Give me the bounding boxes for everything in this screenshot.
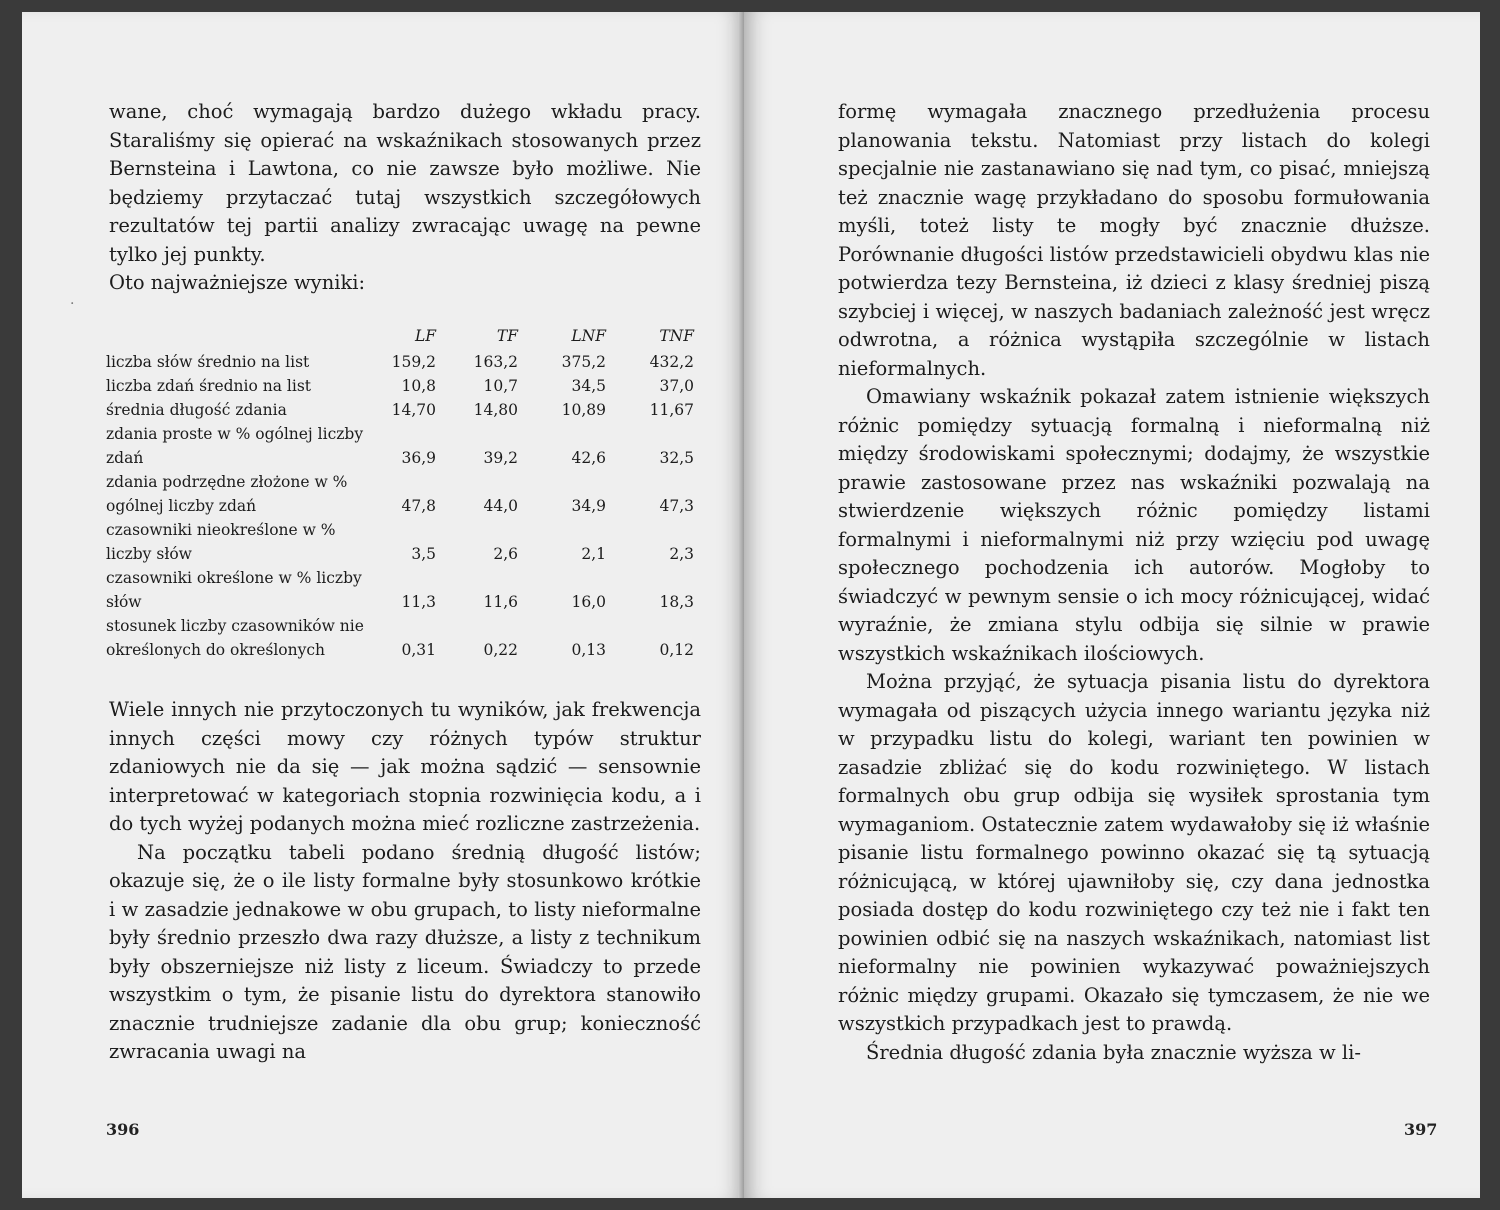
paragraph: wane, choć wymagają bardzo dużego wkładu pracy. Staraliśmy się opierać na wskaźnikach stosowanych przez Bernsteina i Lawtona, co nie zawsze było możliwe. Nie będziemy przytaczać tutaj wszystkich szczegółowych rezultatów tej partii analizy zwracając uwagę na pewne tylko jej punkty.	[109, 100, 701, 266]
row-label: zdania podrzędne złożone w % ogólnej liczby zdań	[106, 473, 348, 515]
paragraph: Omawiany wskaźnik pokazał zatem istnienie większych różnic pomiędzy sytuacją formalną i nieformalną niż między środowiskami społecznymi; dodajmy, że wszystkie prawie zastosowane przez nas wskaźniki pozwalają na stwierdzenie większych różnic pomiędzy listami formalnymi i nieformalnymi niż przy wzięciu pod uwagę społecznego pochodzenia ich autorów. Mogłoby to świadczyć w pewnym sensie o ich mocy różnicującej, widać wyraźnie, że zmiana stylu odbija się silnie w prawie wszystkich wskaźnikach ilościowych.	[838, 385, 1430, 665]
paragraph: Można przyjąć, że sytuacja pisania listu do dyrektora wymagała od piszących użycia innego wariantu języka niż w przypadku listu do kolegi, wariant ten powinien w zasadzie zbliżać się do kodu rozwiniętego. W listach formalnych obu grup odbija się wysiłek sprostania tym wymaganiom. Ostatecznie zatem wydawałoby się iż właśnie pisanie listu formalnego powinno okazać się tą sytuacją różnicującą, w której ujawniłoby się, czy dana jednostka posiada dostęp do kodu rozwiniętego czy też nie i fakt ten powinien odbić się na naszych wskaźnikach, natomiast list nieformalny nie powinien wykazywać poważniejszych różnic między grupami. Okazało się tymczasem, że nie we wszystkich przypadkach jest to prawdą.	[838, 670, 1430, 1035]
header-lf: LF	[414, 327, 436, 345]
row-label: stosunek liczby czasowników nie określonych do określonych	[106, 617, 364, 659]
table-row	[106, 518, 706, 566]
page-number-left: 396	[106, 1120, 140, 1139]
table-cell: 10,89	[561, 401, 606, 419]
table-cell: 11,3	[401, 593, 436, 611]
left-text-top	[109, 98, 701, 298]
table-cell: 34,5	[571, 377, 606, 395]
table-cell: 0,31	[401, 641, 436, 659]
table-cell: 2,3	[669, 545, 694, 563]
row-label: czasowniki określone w % liczby słów	[106, 569, 362, 611]
table-cell: 47,3	[659, 497, 694, 515]
table-cell: 37,0	[659, 377, 694, 395]
table-cell: 44,0	[483, 497, 518, 515]
table-cell: 16,0	[571, 593, 606, 611]
table-cell: 375,2	[561, 353, 606, 371]
table-cell: 14,70	[391, 401, 436, 419]
table-cell: 42,6	[571, 449, 606, 467]
table-cell: 0,12	[659, 641, 694, 659]
row-label: zdania proste w % ogólnej liczby zdań	[106, 425, 364, 467]
paragraph: Na początku tabeli podano średnią długość listów; okazuje się, że o ile listy formalne były stosunkowo krótkie i w zasadzie jednakowe w obu grupach, to listy nieformalne były średnio przeszło dwa razy dłuższe, a listy z technikum były obszerniejsze niż listy z liceum. Świadczy to przede wszystkim o tym, że pisanie listu do dyrektora stanowiło znacznie trudniejsze zadanie dla obu grup; konieczność zwracania uwagi na	[109, 840, 701, 1063]
header-lnf: LNF	[571, 327, 606, 345]
table-row	[106, 422, 706, 470]
table-cell: 3,5	[411, 545, 436, 563]
book-spread	[22, 12, 1480, 1198]
table-cell: 0,13	[571, 641, 606, 659]
table-header	[106, 324, 706, 350]
table-row	[106, 398, 706, 422]
header-tnf: TNF	[659, 327, 694, 345]
table-body	[106, 350, 706, 662]
header-tf: TF	[496, 327, 518, 345]
paragraph: Oto najważniejsze wyniki:	[109, 271, 366, 294]
table-cell: 14,80	[473, 401, 518, 419]
row-label: czasowniki nieokreślone w % liczby słów	[106, 521, 336, 563]
right-page	[744, 12, 1480, 1198]
row-label: średnia długość zdania	[106, 401, 287, 419]
paragraph: formę wymagała znacznego przedłużenia procesu planowania tekstu. Natomiast przy listach do kolegi specjalnie nie zastanawiano się nad tym, co pisać, mniejszą też znacznie wagę przykładano do sposobu formułowania myśli, toteż listy te mogły być znacznie dłuższe. Porównanie długości listów przedstawicieli obydwu klas nie potwierdza tezy Bernsteina, iż dzieci z klasy średniej piszą szybciej i więcej, w naszych badaniach zależność jest wręcz odwrotna, a różnica wystąpiła szczególnie w listach nieformalnych.	[838, 100, 1430, 380]
table-cell: 0,22	[483, 641, 518, 659]
table-cell: 34,9	[571, 497, 606, 515]
table-cell: 2,1	[581, 545, 606, 563]
right-text	[838, 98, 1430, 1067]
table-cell: 159,2	[391, 353, 436, 371]
table-cell: 18,3	[659, 593, 694, 611]
paragraph: Średnia długość zdania była znacznie wyższa w li-	[866, 1040, 1361, 1064]
table-row	[106, 350, 706, 374]
table-cell: 432,2	[649, 353, 694, 371]
table-cell: 32,5	[659, 449, 694, 467]
left-page	[22, 12, 744, 1198]
left-text-bottom	[109, 696, 701, 1067]
table-row	[106, 614, 706, 662]
table-cell: 11,6	[483, 593, 518, 611]
row-label: liczba słów średnio na list	[106, 353, 310, 371]
table-row	[106, 470, 706, 518]
table-cell: 47,8	[401, 497, 436, 515]
table-cell: 39,2	[483, 449, 518, 467]
table-row	[106, 566, 706, 614]
results-table	[106, 324, 706, 662]
margin-mark: ·	[70, 296, 75, 312]
table-cell: 10,8	[401, 377, 436, 395]
table-cell: 2,6	[493, 545, 518, 563]
row-label: liczba zdań średnio na list	[106, 377, 311, 395]
paragraph: Wiele innych nie przytoczonych tu wyników, jak frekwencja innych części mowy czy różnych typów struktur zdaniowych nie da się — jak można sądzić — sensownie interpretować w kategoriach stopnia rozwinięcia kodu, a i do tych wyżej podanych można mieć rozliczne zastrzeżenia.	[109, 698, 701, 835]
table-cell: 36,9	[401, 449, 436, 467]
table-cell: 11,67	[649, 401, 694, 419]
table-cell: 163,2	[473, 353, 518, 371]
page-number-right: 397	[1404, 1120, 1438, 1139]
table-cell: 10,7	[483, 377, 518, 395]
table-row	[106, 374, 706, 398]
